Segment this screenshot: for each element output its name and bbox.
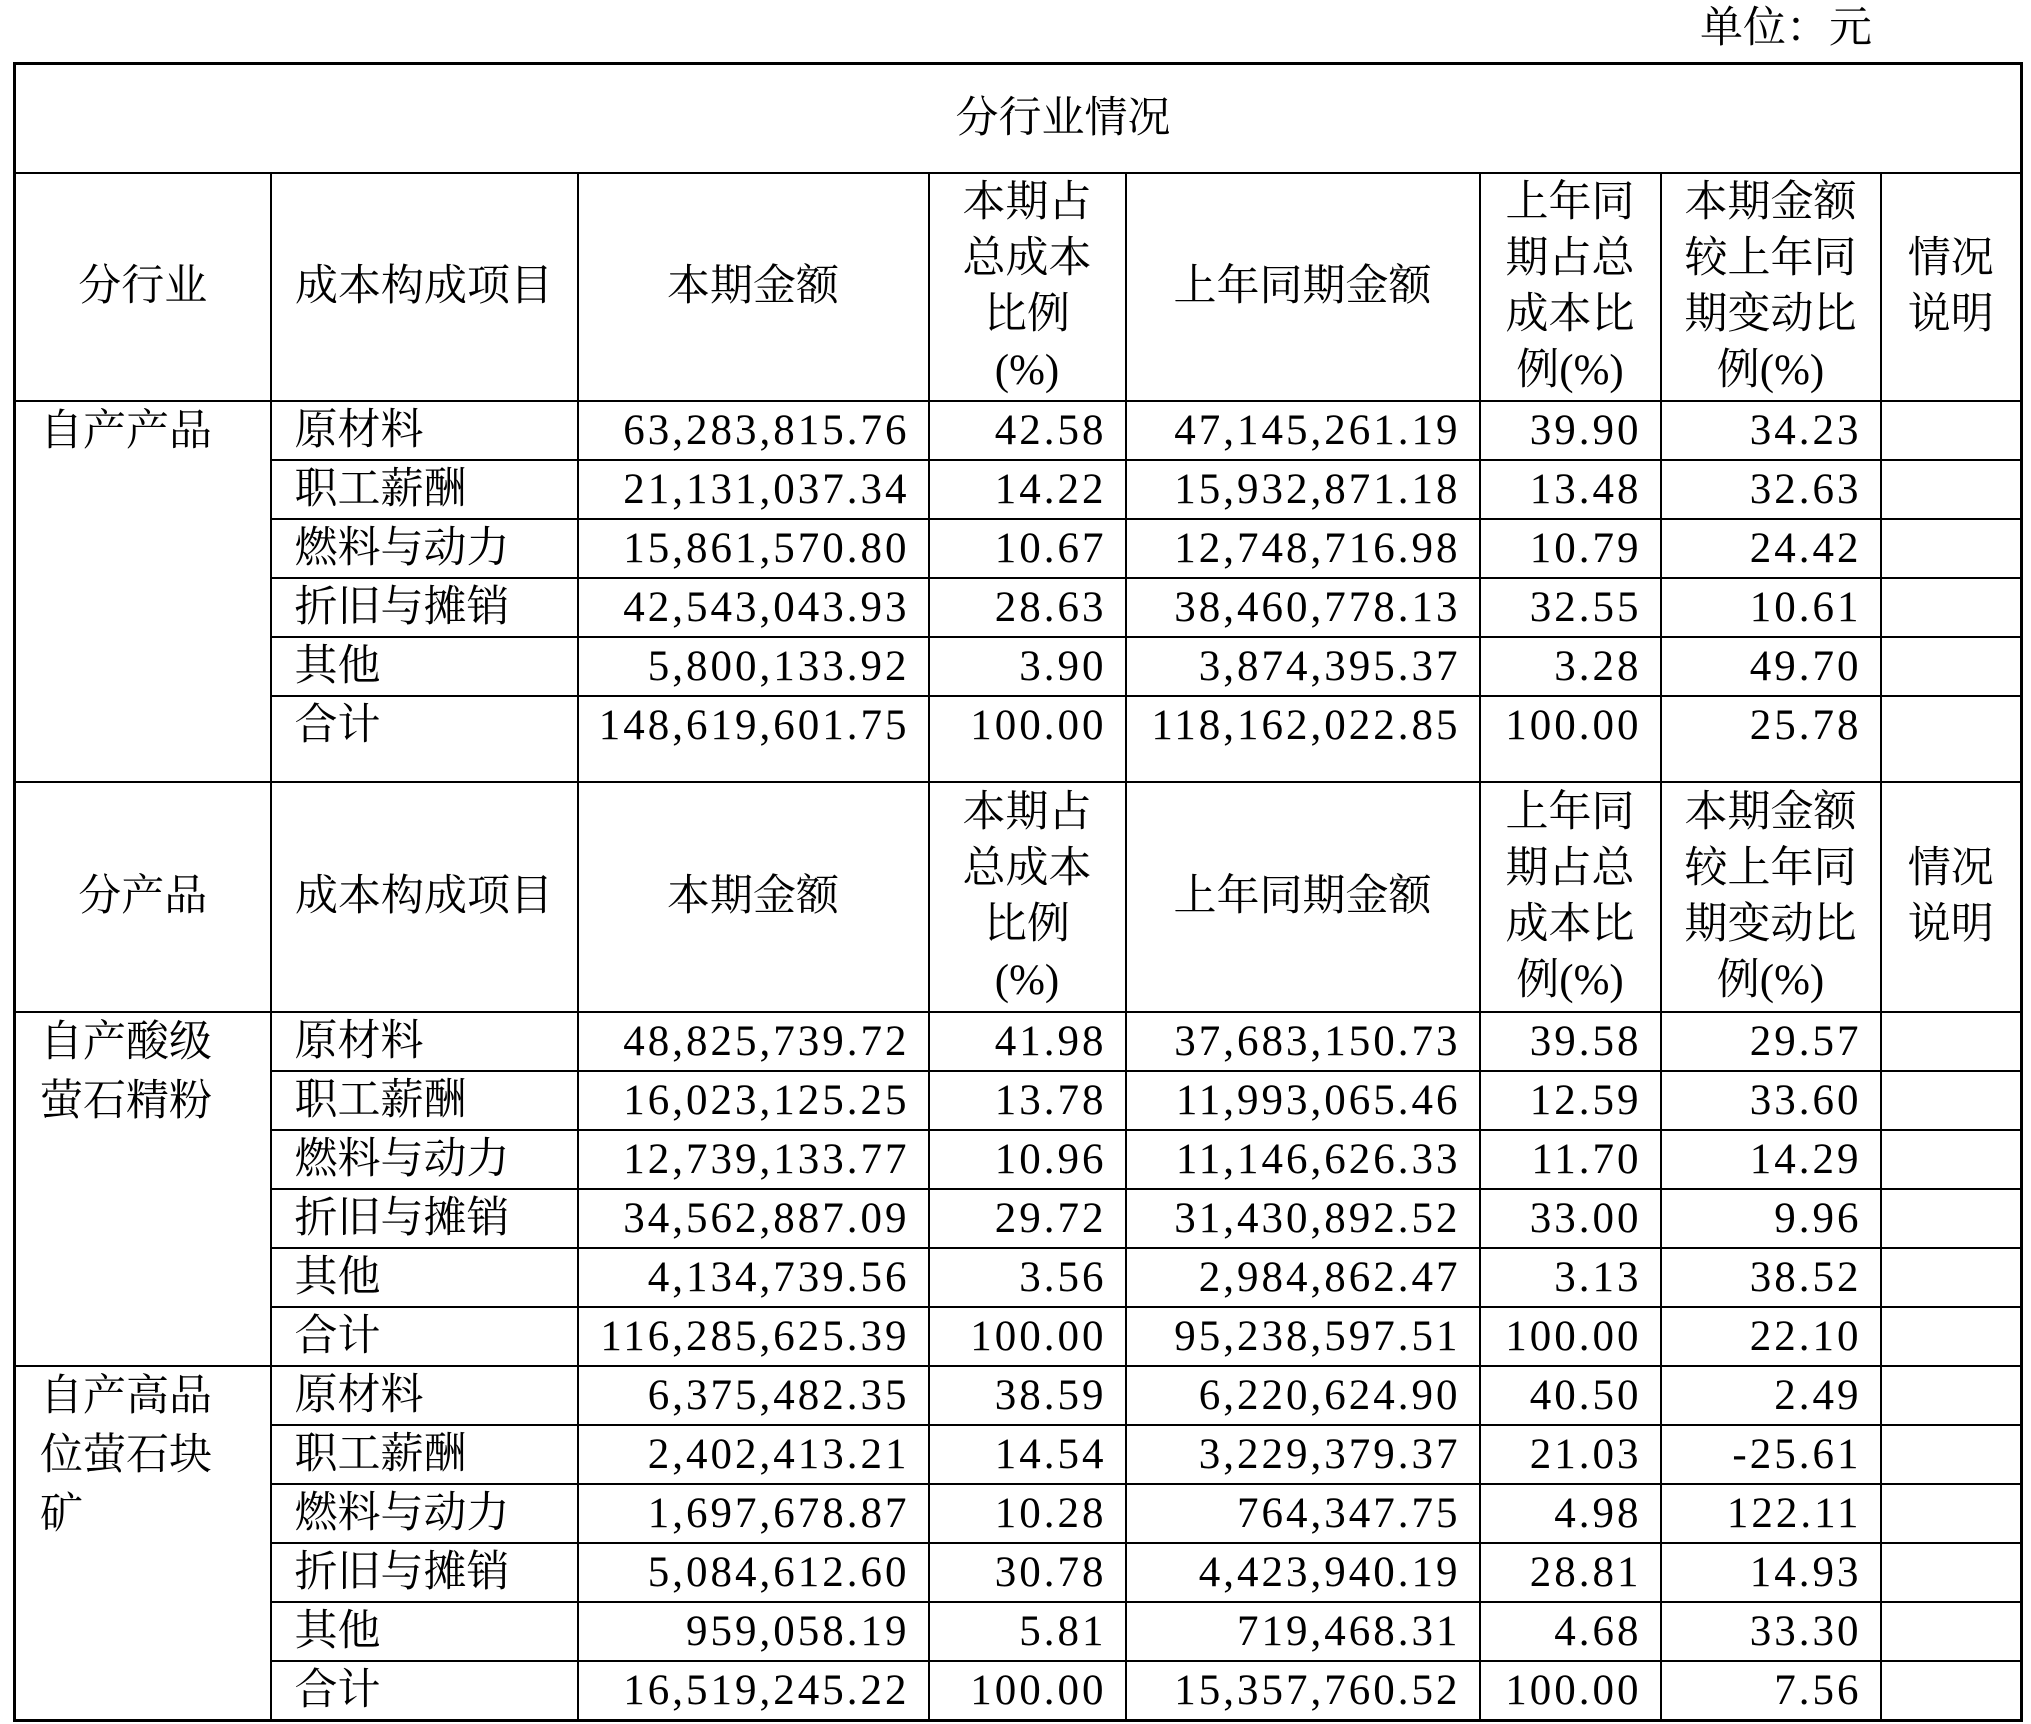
cost-item: 合计 — [271, 696, 578, 782]
cost-item: 合计 — [271, 1307, 578, 1366]
header-prior-amount: 上年同期金额 — [1126, 173, 1480, 401]
remark-cell — [1881, 1543, 2022, 1602]
current-pct: 14.22 — [929, 460, 1126, 519]
change-pct: 38.52 — [1661, 1248, 1881, 1307]
remark-cell — [1881, 578, 2022, 637]
table-head — [15, 64, 2022, 402]
table-row — [15, 460, 2022, 519]
remark-cell — [1881, 1071, 2022, 1130]
cost-item: 燃料与动力 — [271, 519, 578, 578]
prior-amount: 118,162,022.85 — [1126, 696, 1480, 782]
prior-pct: 3.28 — [1480, 637, 1661, 696]
current-pct: 100.00 — [929, 1661, 1126, 1721]
cost-item: 职工薪酬 — [271, 1071, 578, 1130]
industry-header-row — [15, 173, 2022, 401]
prior-pct: 12.59 — [1480, 1071, 1661, 1130]
remark-cell — [1881, 1307, 2022, 1366]
table-row — [15, 637, 2022, 696]
current-amount: 48,825,739.72 — [578, 1012, 929, 1071]
current-amount: 15,861,570.80 — [578, 519, 929, 578]
cost-item: 其他 — [271, 1248, 578, 1307]
table-row — [15, 1130, 2022, 1189]
prior-amount: 11,146,626.33 — [1126, 1130, 1480, 1189]
header-current-pct: 本期占 总成本 比例 (%) — [929, 782, 1126, 1012]
current-amount: 2,402,413.21 — [578, 1425, 929, 1484]
change-pct: 10.61 — [1661, 578, 1881, 637]
table-row — [15, 1425, 2022, 1484]
prior-pct: 33.00 — [1480, 1189, 1661, 1248]
prior-amount: 719,468.31 — [1126, 1602, 1480, 1661]
remark-cell — [1881, 1602, 2022, 1661]
change-pct: 49.70 — [1661, 637, 1881, 696]
remark-cell — [1881, 519, 2022, 578]
current-amount: 5,800,133.92 — [578, 637, 929, 696]
cost-item: 原材料 — [271, 401, 578, 460]
prior-pct: 28.81 — [1480, 1543, 1661, 1602]
table-row — [15, 1071, 2022, 1130]
change-pct: 2.49 — [1661, 1366, 1881, 1425]
prior-amount: 764,347.75 — [1126, 1484, 1480, 1543]
cost-item: 燃料与动力 — [271, 1130, 578, 1189]
section-name: 自产高品 位萤石块 矿 — [15, 1366, 271, 1721]
current-amount: 5,084,612.60 — [578, 1543, 929, 1602]
change-pct: 9.96 — [1661, 1189, 1881, 1248]
prior-pct: 11.70 — [1480, 1130, 1661, 1189]
prior-pct: 3.13 — [1480, 1248, 1661, 1307]
cost-item: 合计 — [271, 1661, 578, 1721]
table-row — [15, 1248, 2022, 1307]
current-amount: 63,283,815.76 — [578, 401, 929, 460]
product-header-row — [15, 782, 2022, 1012]
remark-cell — [1881, 1661, 2022, 1721]
prior-amount: 47,145,261.19 — [1126, 401, 1480, 460]
prior-amount: 37,683,150.73 — [1126, 1012, 1480, 1071]
prior-amount: 38,460,778.13 — [1126, 578, 1480, 637]
prior-amount: 15,932,871.18 — [1126, 460, 1480, 519]
cost-item: 其他 — [271, 637, 578, 696]
current-amount: 1,697,678.87 — [578, 1484, 929, 1543]
table-title: 分行业情况 — [15, 64, 2022, 174]
remark-cell — [1881, 1425, 2022, 1484]
current-amount: 34,562,887.09 — [578, 1189, 929, 1248]
section-name: 自产酸级 萤石精粉 — [15, 1012, 271, 1366]
current-pct: 41.98 — [929, 1012, 1126, 1071]
current-pct: 3.90 — [929, 637, 1126, 696]
remark-cell — [1881, 637, 2022, 696]
table-row — [15, 1543, 2022, 1602]
table-row — [15, 1366, 2022, 1425]
change-pct: 14.93 — [1661, 1543, 1881, 1602]
header-category: 分行业 — [15, 173, 271, 401]
change-pct: 33.30 — [1661, 1602, 1881, 1661]
remark-cell — [1881, 1130, 2022, 1189]
prior-pct: 40.50 — [1480, 1366, 1661, 1425]
current-amount: 4,134,739.56 — [578, 1248, 929, 1307]
section-name: 自产产品 — [15, 401, 271, 782]
prior-pct: 39.58 — [1480, 1012, 1661, 1071]
header-note: 情况 说明 — [1881, 173, 2022, 401]
title-row — [15, 64, 2022, 174]
remark-cell — [1881, 1248, 2022, 1307]
prior-amount: 6,220,624.90 — [1126, 1366, 1480, 1425]
remark-cell — [1881, 696, 2022, 782]
header-change-pct: 本期金额 较上年同 期变动比 例(%) — [1661, 173, 1881, 401]
remark-cell — [1881, 1484, 2022, 1543]
prior-amount: 2,984,862.47 — [1126, 1248, 1480, 1307]
table-row — [15, 1189, 2022, 1248]
table-row — [15, 1602, 2022, 1661]
prior-pct: 13.48 — [1480, 460, 1661, 519]
current-pct: 10.67 — [929, 519, 1126, 578]
change-pct: 32.63 — [1661, 460, 1881, 519]
prior-amount: 15,357,760.52 — [1126, 1661, 1480, 1721]
prior-pct: 100.00 — [1480, 1307, 1661, 1366]
change-pct: 29.57 — [1661, 1012, 1881, 1071]
change-pct: -25.61 — [1661, 1425, 1881, 1484]
current-amount: 16,519,245.22 — [578, 1661, 929, 1721]
change-pct: 24.42 — [1661, 519, 1881, 578]
current-pct: 10.96 — [929, 1130, 1126, 1189]
header-current-amount: 本期金额 — [578, 173, 929, 401]
current-amount: 6,375,482.35 — [578, 1366, 929, 1425]
current-pct: 100.00 — [929, 1307, 1126, 1366]
change-pct: 7.56 — [1661, 1661, 1881, 1721]
current-pct: 13.78 — [929, 1071, 1126, 1130]
cost-item: 折旧与摊销 — [271, 578, 578, 637]
prior-pct: 100.00 — [1480, 696, 1661, 782]
current-pct: 10.28 — [929, 1484, 1126, 1543]
current-pct: 29.72 — [929, 1189, 1126, 1248]
prior-pct: 10.79 — [1480, 519, 1661, 578]
prior-amount: 12,748,716.98 — [1126, 519, 1480, 578]
table-row — [15, 1307, 2022, 1366]
header-category: 分产品 — [15, 782, 271, 1012]
current-pct: 5.81 — [929, 1602, 1126, 1661]
table-row — [15, 519, 2022, 578]
table-row — [15, 578, 2022, 637]
change-pct: 14.29 — [1661, 1130, 1881, 1189]
unit-label: 单位：元 — [1700, 5, 1872, 52]
current-amount: 959,058.19 — [578, 1602, 929, 1661]
current-amount: 12,739,133.77 — [578, 1130, 929, 1189]
prior-pct: 4.98 — [1480, 1484, 1661, 1543]
current-amount: 148,619,601.75 — [578, 696, 929, 782]
table-row — [15, 401, 2022, 460]
table-row — [15, 1012, 2022, 1071]
prior-amount: 31,430,892.52 — [1126, 1189, 1480, 1248]
prior-pct: 39.90 — [1480, 401, 1661, 460]
header-change-pct: 本期金额 较上年同 期变动比 例(%) — [1661, 782, 1881, 1012]
current-amount: 42,543,043.93 — [578, 578, 929, 637]
cost-structure-table — [13, 62, 2023, 1722]
change-pct: 25.78 — [1661, 696, 1881, 782]
header-item: 成本构成项目 — [271, 173, 578, 401]
cost-item: 折旧与摊销 — [271, 1189, 578, 1248]
cost-item: 原材料 — [271, 1012, 578, 1071]
header-prior-amount: 上年同期金额 — [1126, 782, 1480, 1012]
table-row — [15, 1484, 2022, 1543]
header-item: 成本构成项目 — [271, 782, 578, 1012]
table-row — [15, 1661, 2022, 1721]
current-pct: 100.00 — [929, 696, 1126, 782]
header-prior-pct: 上年同 期占总 成本比 例(%) — [1480, 173, 1661, 401]
current-pct: 30.78 — [929, 1543, 1126, 1602]
prior-pct: 21.03 — [1480, 1425, 1661, 1484]
cost-item: 燃料与动力 — [271, 1484, 578, 1543]
cost-item: 职工薪酬 — [271, 1425, 578, 1484]
cost-item: 其他 — [271, 1602, 578, 1661]
current-pct: 38.59 — [929, 1366, 1126, 1425]
prior-amount: 4,423,940.19 — [1126, 1543, 1480, 1602]
current-amount: 16,023,125.25 — [578, 1071, 929, 1130]
current-pct: 3.56 — [929, 1248, 1126, 1307]
prior-amount: 11,993,065.46 — [1126, 1071, 1480, 1130]
remark-cell — [1881, 1366, 2022, 1425]
current-amount: 116,285,625.39 — [578, 1307, 929, 1366]
remark-cell — [1881, 460, 2022, 519]
header-current-amount: 本期金额 — [578, 782, 929, 1012]
current-pct: 42.58 — [929, 401, 1126, 460]
change-pct: 33.60 — [1661, 1071, 1881, 1130]
table-row — [15, 696, 2022, 782]
prior-pct: 4.68 — [1480, 1602, 1661, 1661]
prior-pct: 32.55 — [1480, 578, 1661, 637]
product-head — [15, 782, 2022, 1012]
header-note: 情况 说明 — [1881, 782, 2022, 1012]
prior-amount: 95,238,597.51 — [1126, 1307, 1480, 1366]
current-pct: 14.54 — [929, 1425, 1126, 1484]
product-sections — [15, 1012, 2022, 1721]
header-prior-pct: 上年同 期占总 成本比 例(%) — [1480, 782, 1661, 1012]
current-amount: 21,131,037.34 — [578, 460, 929, 519]
change-pct: 22.10 — [1661, 1307, 1881, 1366]
industry-sections — [15, 401, 2022, 782]
header-current-pct: 本期占 总成本 比例 (%) — [929, 173, 1126, 401]
cost-item: 原材料 — [271, 1366, 578, 1425]
cost-item: 职工薪酬 — [271, 460, 578, 519]
remark-cell — [1881, 1012, 2022, 1071]
change-pct: 34.23 — [1661, 401, 1881, 460]
cost-item: 折旧与摊销 — [271, 1543, 578, 1602]
change-pct: 122.11 — [1661, 1484, 1881, 1543]
remark-cell — [1881, 1189, 2022, 1248]
prior-amount: 3,229,379.37 — [1126, 1425, 1480, 1484]
current-pct: 28.63 — [929, 578, 1126, 637]
remark-cell — [1881, 401, 2022, 460]
prior-pct: 100.00 — [1480, 1661, 1661, 1721]
prior-amount: 3,874,395.37 — [1126, 637, 1480, 696]
